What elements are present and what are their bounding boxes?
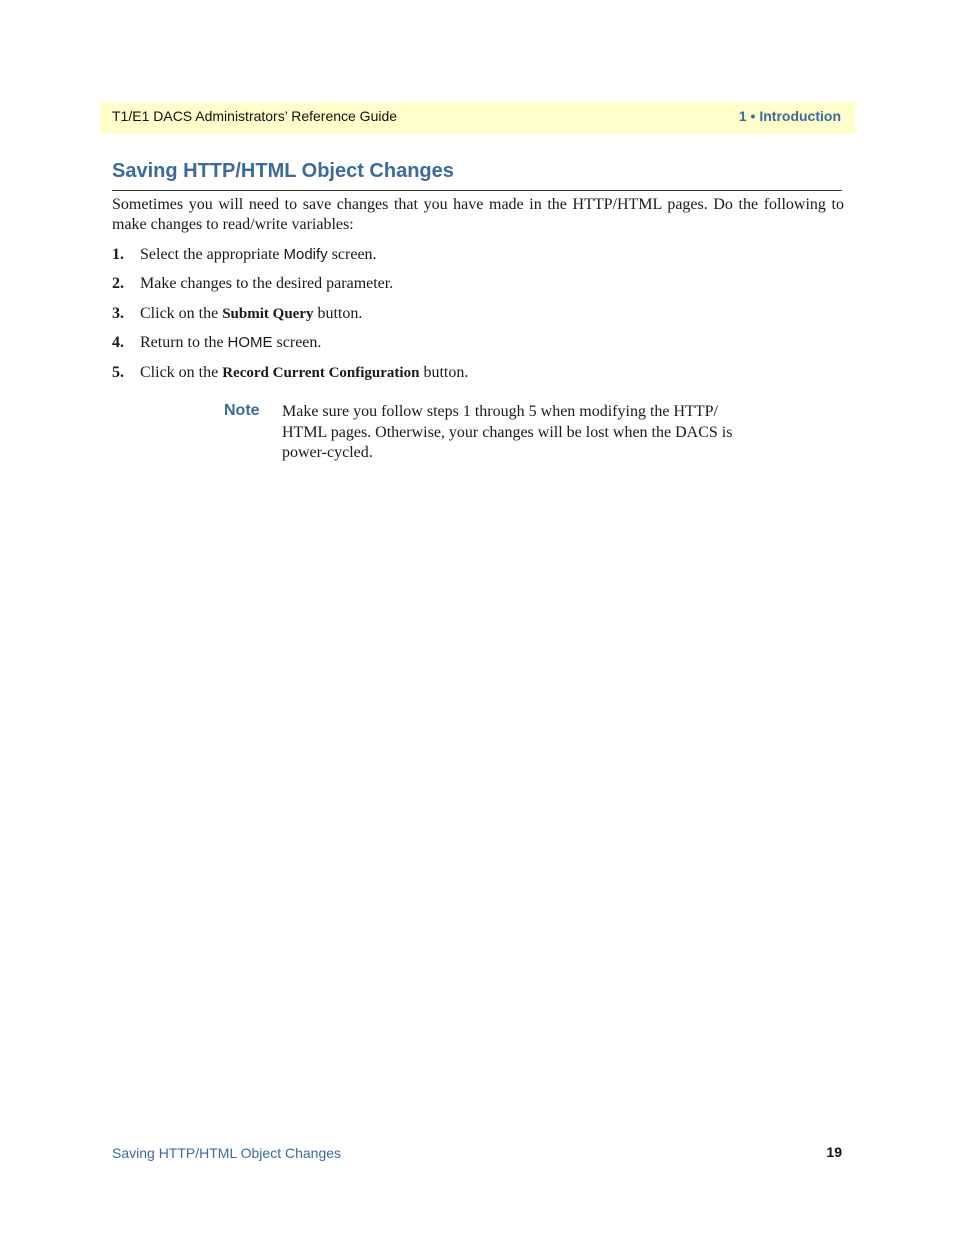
header-guide-title: T1/E1 DACS Administrators’ Reference Guide [112, 108, 398, 124]
step-term: Modify [283, 246, 328, 263]
step-number: 5. [112, 364, 124, 381]
step-text: Make changes to the desired parameter. [140, 275, 394, 292]
step-text: Click on the Submit Query button. [140, 305, 363, 322]
step-number: 3. [112, 305, 124, 322]
note-label: Note [224, 402, 260, 419]
step-text: Click on the Record Current Configuration button. [140, 364, 469, 381]
step-text: Select the appropriate Modify screen. [140, 246, 377, 263]
step-text: Return to the HOME screen. [140, 334, 322, 351]
step-number: 2. [112, 275, 124, 292]
step-term: Record Current Configuration [222, 365, 420, 381]
intro-paragraph: Sometimes you will need to save changes that you have made in the HTTP/HTML pages. Do the following to make changes to read/write variables: [112, 196, 844, 233]
header-chapter: 1 • Introduction [738, 108, 841, 124]
step-number: 4. [112, 334, 124, 351]
step-number: 1. [112, 246, 124, 263]
step-term: HOME [227, 334, 273, 351]
title-rule [112, 190, 842, 191]
running-header [100, 102, 855, 134]
step-term: Submit Query [222, 306, 314, 322]
footer-section-title: Saving HTTP/HTML Object Changes [112, 1145, 342, 1161]
section-title: Saving HTTP/HTML Object Changes [112, 160, 454, 182]
page-number: 19 [826, 1144, 842, 1160]
note-text: Make sure you follow steps 1 through 5 when modifying the HTTP/ HTML pages. Otherwise, your changes will be lost when the DACS is power-cycled. [282, 403, 733, 461]
